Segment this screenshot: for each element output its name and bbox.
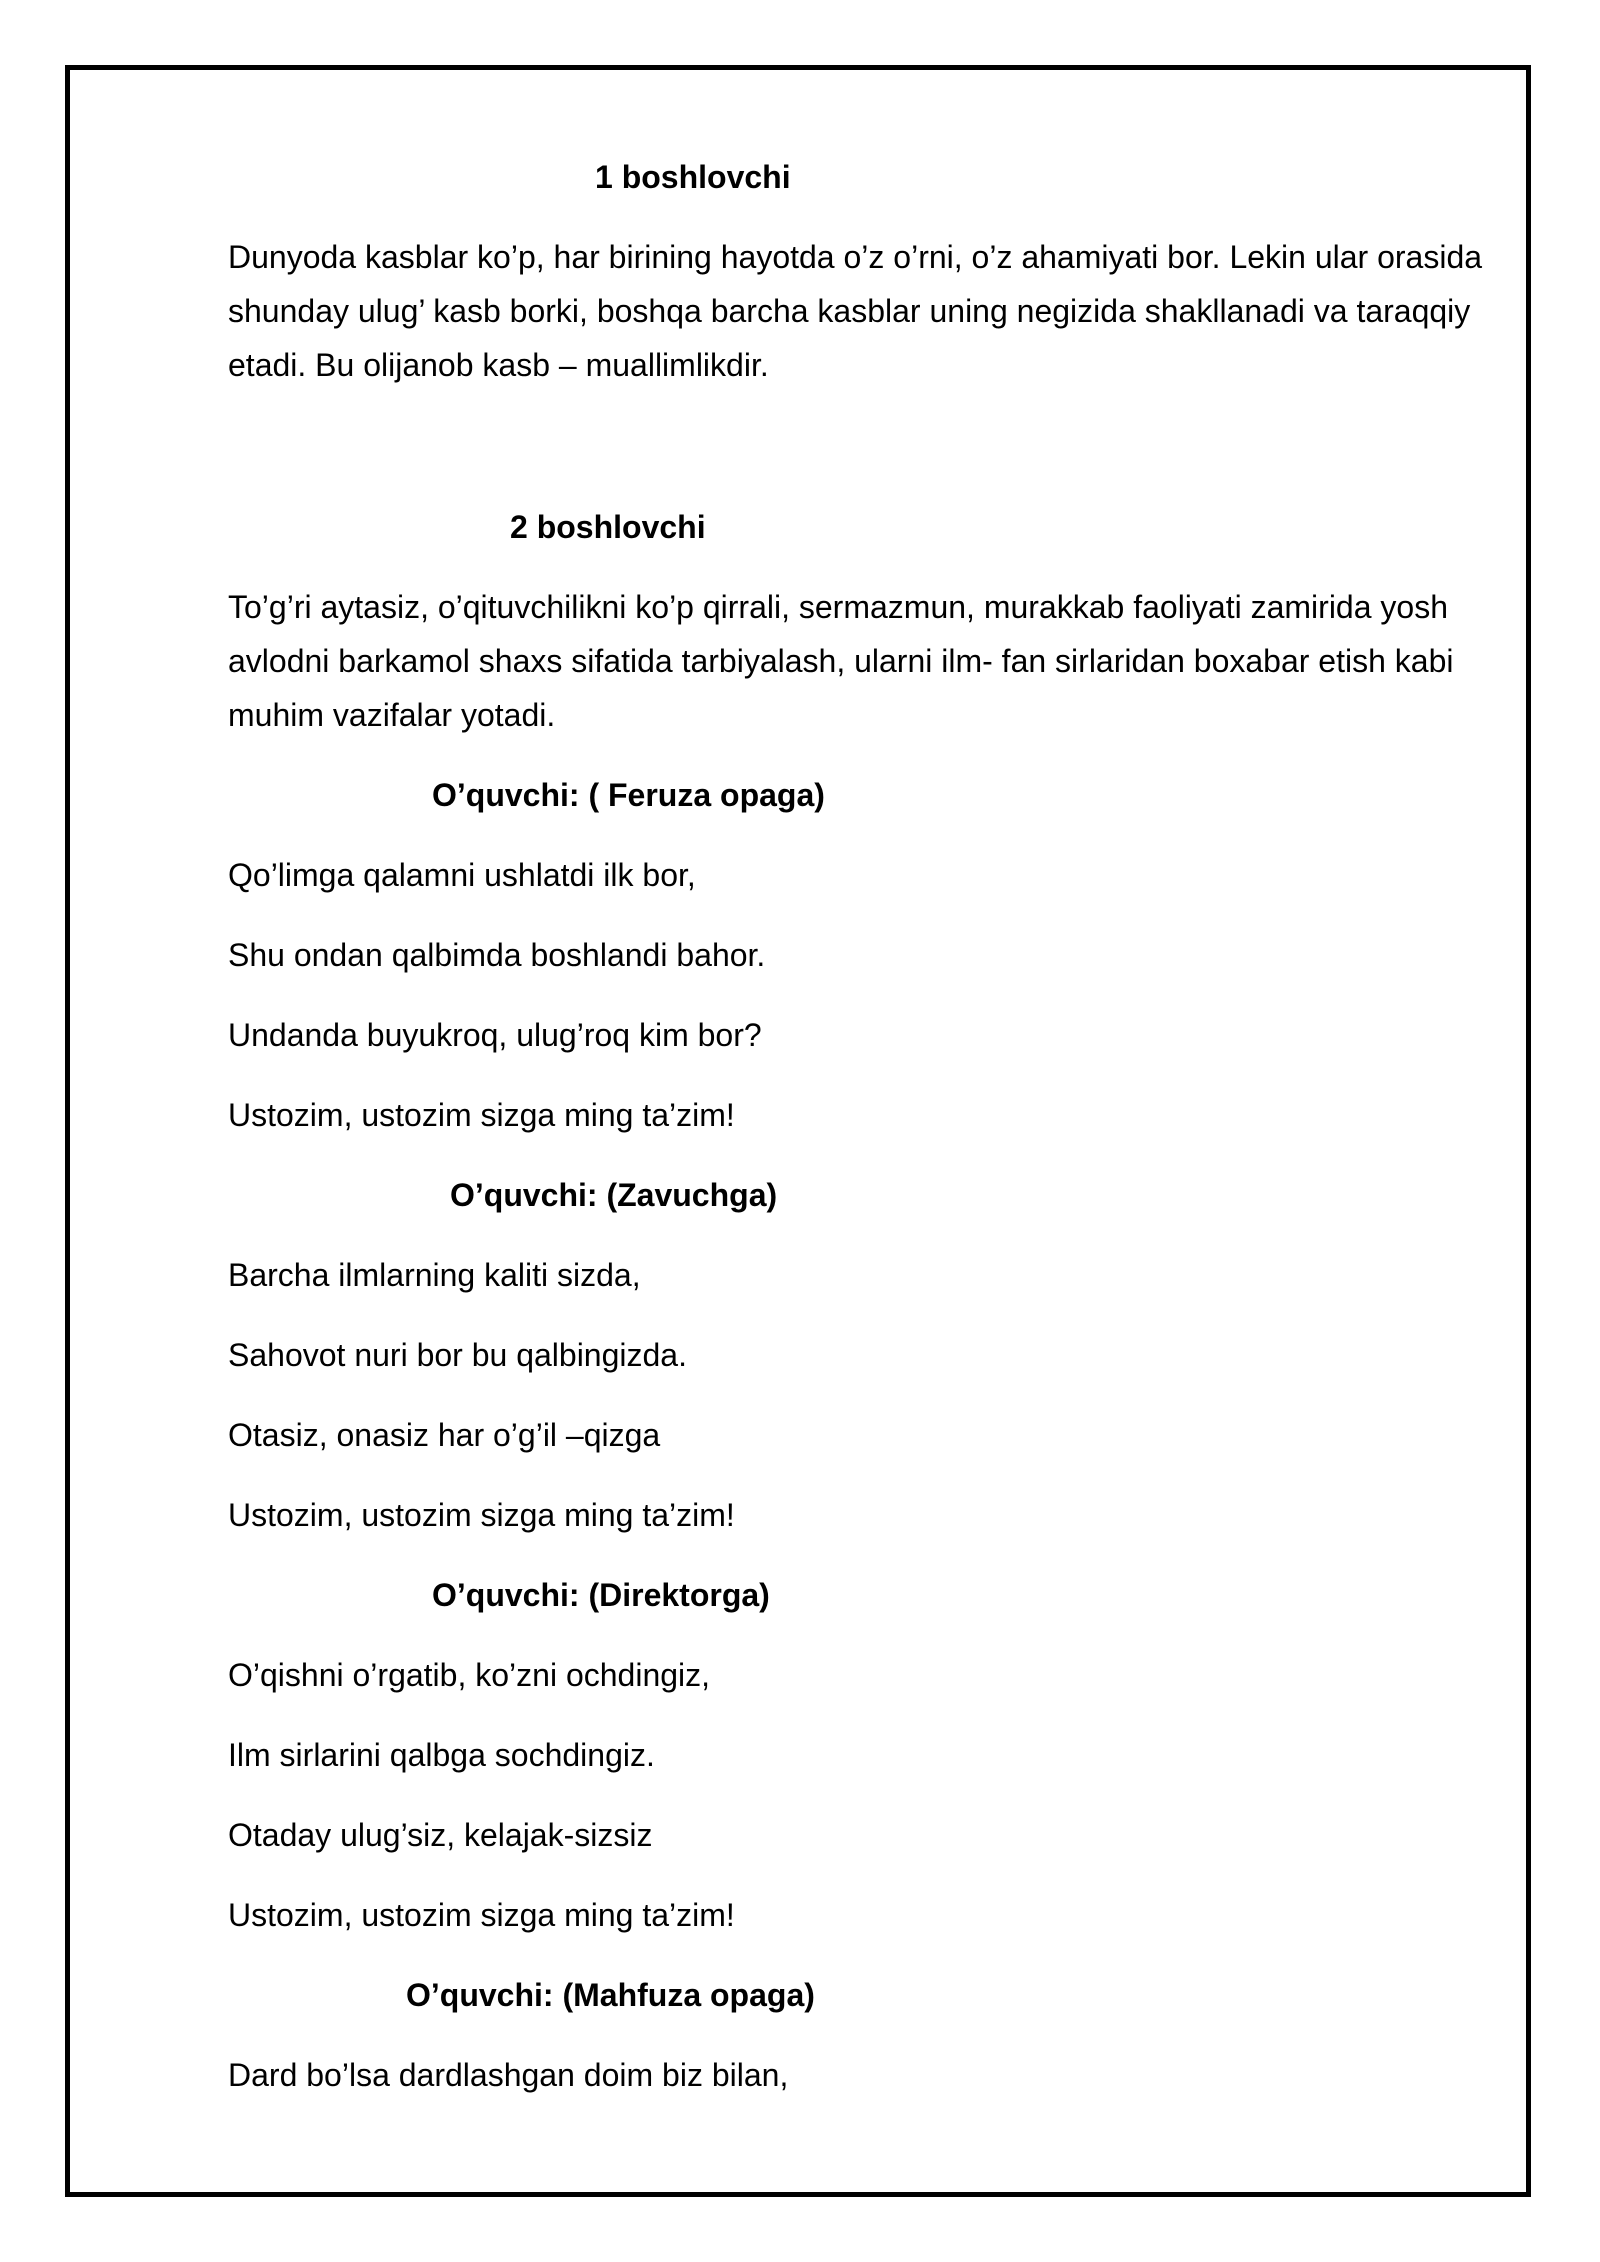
section-paragraph-1: Dunyoda kasblar ko’p, har birining hayotda o’z o’rni, o’z ahamiyati bor. Lekin ular orasida shunday ulug’ kasb borki, boshqa barcha kasblar uning negizida shakllanadi va taraqqiy etadi. Bu olijanob kasb – muallimlikdir. [228, 239, 1483, 383]
poem-line: O’qishni o’rgatib, ko’zni ochdingiz, [228, 1657, 711, 1693]
section-heading-2: 2 boshlovchi [510, 509, 706, 545]
poem-heading-mahfuza: O’quvchi: (Mahfuza opaga) [406, 1977, 815, 2013]
section-heading-1: 1 boshlovchi [595, 159, 791, 195]
poem-heading-direktor: O’quvchi: (Direktorga) [432, 1577, 770, 1613]
poem-line: Barcha ilmlarning kaliti sizda, [228, 1257, 641, 1293]
poem-line: Shu ondan qalbimda boshlandi bahor. [228, 937, 766, 973]
section-paragraph-2: To’g’ri aytasiz, o’qituvchilikni ko’p qirrali, sermazmun, murakkab faoliyati zamirida yosh avlodni barkamol shaxs sifatida tarbiyalash, ularni ilm- fan sirlaridan boxabar etish kabi muhim vazifalar yotadi. [228, 589, 1454, 733]
poem-line: Otaday ulug’siz, kelajak-sizsiz [228, 1817, 653, 1853]
poem-heading-zavuch: O’quvchi: (Zavuchga) [450, 1177, 778, 1213]
poem-heading-feruza: O’quvchi: ( Feruza opaga) [432, 777, 825, 813]
poem-line: Qo’limga qalamni ushlatdi ilk bor, [228, 857, 696, 893]
document-body [228, 150, 1488, 2102]
poem-line: Undanda buyukroq, ulug’roq kim bor? [228, 1017, 762, 1053]
poem-line: Sahovot nuri bor bu qalbingizda. [228, 1337, 687, 1373]
poem-line: Ilm sirlarini qalbga sochdingiz. [228, 1737, 655, 1773]
poem-line: Dard bo’lsa dardlashgan doim biz bilan, [228, 2057, 789, 2093]
poem-line: Ustozim, ustozim sizga ming ta’zim! [228, 1497, 735, 1533]
poem-line: Ustozim, ustozim sizga ming ta’zim! [228, 1897, 735, 1933]
poem-line: Ustozim, ustozim sizga ming ta’zim! [228, 1097, 735, 1133]
poem-line: Otasiz, onasiz har o’g’il –qizga [228, 1417, 661, 1453]
